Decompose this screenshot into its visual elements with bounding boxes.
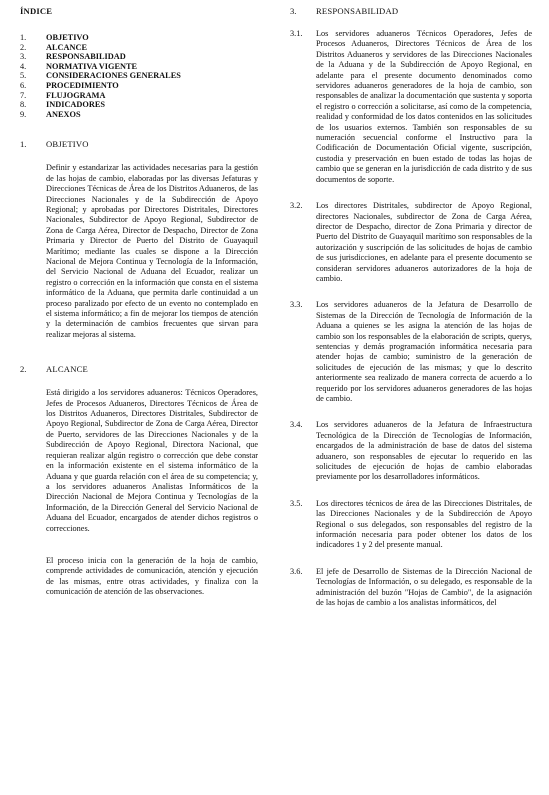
responsibility-item: 3.6. El jefe de Desarrollo de Sistemas de la Dirección Nacional de Tecnologías de Información, o su delegado, es responsable de la administración del buzón "Hojas de Cambio", de la asignación de las hojas de cambio a los analistas informáticos, del xyxy=(290,566,532,608)
toc-item: 6. PROCEDIMIENTO xyxy=(20,80,119,90)
toc-item: 8. INDICADORES xyxy=(20,100,106,110)
toc-item: 5. CONSIDERACIONES GENERALES xyxy=(20,71,181,81)
index-title: ÍNDICE xyxy=(20,6,53,16)
table-of-contents xyxy=(20,33,258,119)
alcance-paragraph-process: El proceso inicia con la generación de la hoja de cambio, comprende actividades de comunicación, atención y ejecución de las mismas, entre otras actividades, y finaliza con la comunicación de atención de las observaciones. xyxy=(46,555,258,597)
section-heading-objetivo: 1. OBJETIVO xyxy=(20,139,89,150)
toc-item: 9. ANEXOS xyxy=(20,109,81,119)
alcance-paragraph: Está dirigido a los servidores aduaneros: Técnicos Operadores, Jefes de Procesos Aduaneros, Directores Técnicos de Área de los Distritos Aduaneros, Directores Distritales, Subdirector de Apoyo Regional, Subdirector de Zona de Carga Aérea, Director de Puerto, servidores de las Direcciones Nacionales y de la Subdirección de Apoyo Regional, Directora Nacional, que requieran realizar algún registro o corrección que debe constar en la información existente en el sistema informático de la Aduana y que guarda relación con el área de su competencia; y, a los servidores aduaneros Analistas Informáticos de la Dirección Nacional de Mejora Continua y Tecnologías de la Información, de la Dirección General del Servicio Nacional de Aduana del Ecuador, encargados de atender dichos registros o correcciones. xyxy=(46,388,258,533)
responsibility-item: 3.2. Los directores Distritales, subdirector de Apoyo Regional, directores Nacionales, subdirector de Zona de Carga Aérea, director de Despacho, director de Zona Primaria y director de Puerto del Distrito de Guayaquil marítimo son responsables de la autorización y suscripción de las solicitudes de hojas de cambio de sus jurisdicciones, en adelante para el presente documento se consideran servidores aduaneros autorizadores de la hoja de cambio. xyxy=(290,201,532,283)
responsibility-item: 3.5. Los directores técnicos de área de las Direcciones Distritales, de las Direcciones Nacionales y de la Subdirección de Apoyo Regional o sus delegados, son responsables del registro de la información necesaria para poder obtener los datos de los indicadores 1 y 2 del presente manual. xyxy=(290,498,532,550)
toc-item: 4. NORMATIVA VIGENTE xyxy=(20,61,138,71)
objetivo-paragraph: Definir y estandarizar las actividades necesarias para la gestión de las hojas de cambio, elaboradas por las diversas Jefaturas y Direcciones Técnicas de Área de los Distritos Aduaneros, de las Direcciones Nacionales y de la Subdirección de Apoyo Regional; y aprobadas por Directores Distritales, Directores Nacionales, Subdirector de Apoyo Regional, Subdirector de Zona de Carga Aérea, Director de Despacho, Director de Zona Primaria y Director de Puerto del Distrito de Guayaquil Marítimo; mediante las cuales se dispone a la Dirección Nacional de Mejora Continua y Tecnología de la Información, del Servicio Nacional de Aduana del Ecuador, realizar un registro o corrección en la información que consta en el sistema informático de la Aduana, que permita darle continuidad a un proceso paralizado por efecto de un evento no contemplado en el sistema informático; a fin de mejorar los tiempos de atención y la determinación de cambios frecuentes que sirvan para realizar mejoras al sistema. xyxy=(46,163,258,339)
responsibility-item: 3.4. Los servidores aduaneros de la Jefatura de Infraestructura Tecnológica de la Dirección de Tecnologías de Información, encargados de la administración de base de datos del sistema aduanero, son responsables de ejecutar lo requerido en las solicitudes de ejecución de hojas de cambio elaboradas previamente por los desarrolladores informáticos. xyxy=(290,420,532,482)
responsibility-item: 3.1. Los servidores aduaneros Técnicos Operadores, Jefes de Procesos Aduaneros, Directores Técnicos de Área de los Distritos Aduaneros y servidores de las Direcciones Nacionales de la Aduana y de la Subdirección de Apoyo Regional, en adelante para el presente documento denominados como servidores aduaneros generadores de la hoja de cambio, son responsables de analizar la documentación que sustenta y soporta el registro o corrección a solicitarse, así como de la competencia, realidad y conformidad de los datos contenidos en las solicitudes de los usuarios externos. También son responsables de su numeración secuencial conforme el Instructivo para la Codificación de Documentación Oficial vigente, suscripción, custodia y preservación en buen estado de todas las hojas de cambio que se generan en la jurisdicción de cada distrito y de sus documentos de soporte. xyxy=(290,29,532,184)
section-heading-alcance: 2. ALCANCE xyxy=(20,364,88,375)
left-column xyxy=(20,6,258,598)
right-column xyxy=(290,6,532,609)
section-heading-responsabilidad: 3. RESPONSABILIDAD xyxy=(290,6,399,16)
toc-item: 3. RESPONSABILIDAD xyxy=(20,52,126,62)
responsibility-item: 3.3. Los servidores aduaneros de la Jefatura de Desarrollo de Sistemas de la Dirección de Tecnología de Información de la Aduana a quienes se les asigna la atención de las hojas de cambio son los responsables de la elaboración de scripts, querys, sentencias y demás programación informática necesaria para atender hojas de cambio; suministro de la generación de solicitudes de ejecución de las mismas; y que lo descrito anteriormente sea realizado de manera correcta de acuerdo a lo requerido por los servidores aduaneros generadores de las hojas de cambio. xyxy=(290,300,532,403)
toc-item: 7. FLUJOGRAMA xyxy=(20,90,106,100)
toc-item: 1. OBJETIVO xyxy=(20,33,89,42)
toc-item: 2. ALCANCE xyxy=(20,42,88,52)
